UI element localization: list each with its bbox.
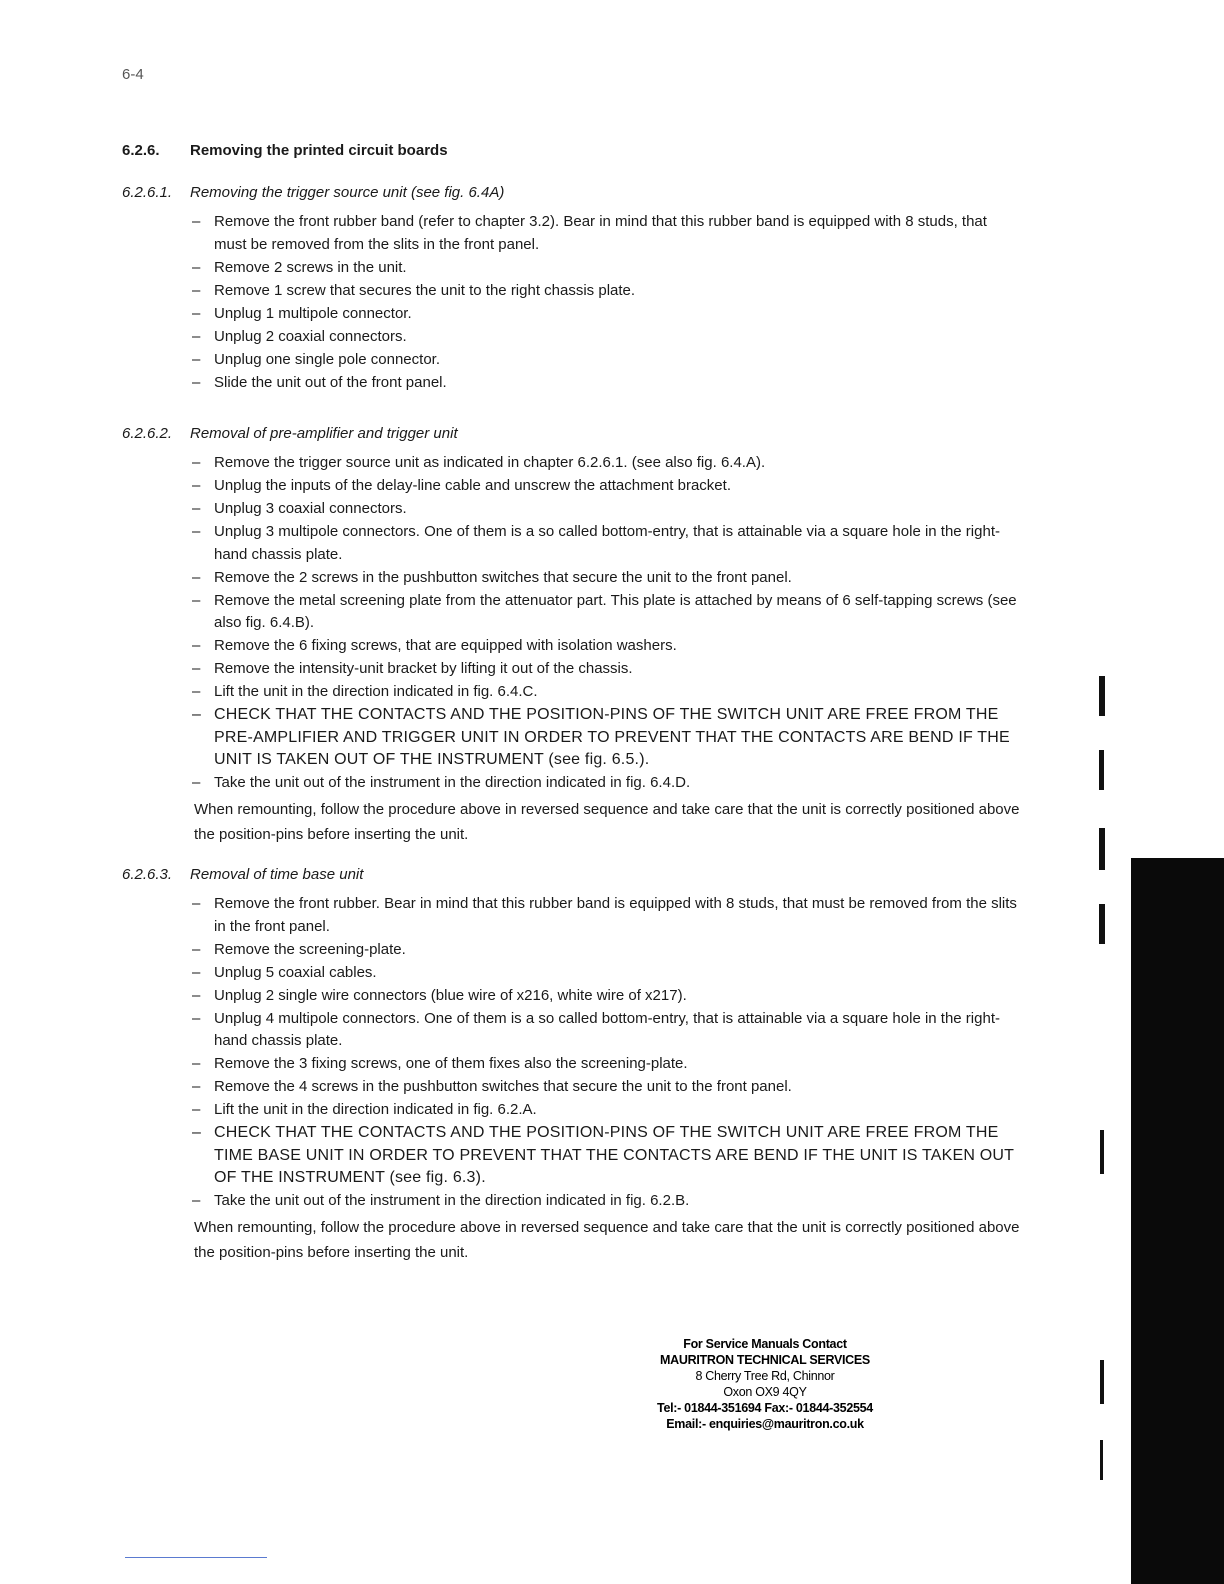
scan-edge-notch — [1131, 858, 1176, 886]
list-item — [190, 1099, 1022, 1122]
list-item — [190, 704, 1022, 772]
step-text: Unplug 5 coaxial cables. — [214, 963, 377, 981]
contact-company: MAURITRON TECHNICAL SERVICES — [660, 1353, 870, 1367]
step-text: Lift the unit in the direction indicated in fig. 6.2.A. — [214, 1101, 537, 1118]
step-text: Remove the 6 fixing screws, that are equipped with isolation washers. — [214, 637, 677, 654]
step-text: Slide the unit out of the front panel. — [214, 373, 447, 391]
list-item — [190, 257, 1022, 280]
dash-marker: – — [192, 637, 201, 654]
list-item — [190, 372, 1022, 395]
list-item — [190, 521, 1022, 566]
dash-marker: – — [192, 683, 201, 700]
list-item — [190, 1122, 1022, 1190]
step-text: Unplug 2 single wire connectors (blue wire of x216, white wire of x217). — [214, 986, 687, 1004]
step-text: Unplug the inputs of the delay-line cable and unscrew the attachment bracket. — [214, 477, 731, 494]
list-item — [190, 303, 1022, 326]
step-text: CHECK THAT THE CONTACTS AND THE POSITION-PINS OF THE SWITCH UNIT ARE FREE FROM THE PRE-AMPLIFIER AND TRIGGER UNIT IN ORDER TO PREVENT THAT THE CONTACTS ARE BEND IF THE UNIT IS TAKEN OUT OF THE INSTRUMENT (see fig. 6.5.). — [214, 706, 1010, 768]
list-item — [190, 475, 1022, 498]
step-text: Unplug 2 coaxial connectors. — [214, 327, 407, 345]
step-text: Remove the 4 screws in the pushbutton switches that secure the unit to the front panel. — [214, 1078, 792, 1095]
list-item — [190, 985, 1022, 1008]
dash-marker: – — [192, 213, 201, 230]
list-item — [190, 280, 1022, 303]
contact-postcode: Oxon OX9 4QY — [723, 1385, 807, 1399]
subsection-time-base — [122, 866, 1022, 1265]
dash-marker: – — [192, 1055, 201, 1072]
dash-marker: – — [192, 281, 201, 299]
subsection-heading: Removal of pre-amplifier and trigger unit — [190, 425, 458, 442]
step-text: Unplug 1 multipole connector. — [214, 304, 412, 322]
dash-marker: – — [192, 523, 201, 540]
step-text: Remove 2 screws in the unit. — [214, 258, 407, 276]
binding-hole-mark — [1099, 750, 1104, 790]
step-text: Lift the unit in the direction indicated in fig. 6.4.C. — [214, 683, 538, 700]
dash-marker: – — [192, 774, 201, 791]
step-text: Remove the 2 screws in the pushbutton switches that secure the unit to the front panel. — [214, 568, 792, 586]
dash-marker: – — [192, 895, 201, 912]
binding-hole-mark — [1099, 904, 1105, 944]
contact-line: For Service Manuals Contact — [683, 1337, 847, 1351]
step-text: Unplug 3 multipole connectors. One of them is a so called bottom-entry, that is attainable via a square hole in the right-hand chassis plate. — [214, 523, 1000, 563]
dash-marker: – — [192, 1078, 201, 1095]
list-item — [190, 452, 1022, 475]
dash-marker: – — [192, 373, 201, 391]
step-list — [190, 452, 1022, 795]
dash-marker: – — [192, 454, 201, 471]
step-text: Remove 1 screw that secures the unit to the right chassis plate. — [214, 281, 636, 299]
list-item — [190, 211, 1022, 256]
dash-marker: – — [192, 660, 201, 677]
dash-marker: – — [192, 591, 201, 609]
step-text: Remove the front rubber band (refer to chapter 3.2). Bear in mind that this rubber band is equipped with 8 studs, that must be removed from the slits in the front panel. — [214, 213, 987, 253]
list-item — [190, 326, 1022, 349]
step-text: Unplug 3 coaxial connectors. — [214, 500, 407, 517]
list-item — [190, 1190, 1022, 1213]
step-text: Unplug 4 multipole connectors. One of them is a so called bottom-entry, that is attainable via a square hole in the right-hand chassis plate. — [214, 1009, 1000, 1049]
subsection-number: 6.2.6.3. — [122, 866, 173, 883]
binding-hole-mark — [1099, 676, 1105, 716]
step-list — [190, 211, 1022, 394]
list-item — [190, 1008, 1022, 1053]
binding-hole-mark — [1099, 828, 1105, 870]
list-item — [190, 349, 1022, 372]
service-contact-stamp — [630, 1336, 900, 1432]
subsection-number: 6.2.6.1. — [122, 184, 173, 201]
remount-note: When remounting, follow the procedure above in reversed sequence and take care that the unit is correctly positioned above the position-pins before inserting the unit. — [194, 800, 1020, 843]
dash-marker: – — [192, 986, 201, 1004]
step-text: Remove the 3 fixing screws, one of them fixes also the screening-plate. — [214, 1055, 688, 1072]
step-text: Remove the screening-plate. — [214, 940, 406, 958]
binding-hole-mark — [1100, 1360, 1104, 1404]
subsection-number: 6.2.6.2. — [122, 425, 173, 442]
list-item — [190, 635, 1022, 658]
subsection-heading: Removing the trigger source unit (see fig. 6.4A) — [190, 184, 505, 201]
step-text: Remove the front rubber. Bear in mind that this rubber band is equipped with 8 studs, that must be removed from the slits in the front panel. — [214, 895, 1017, 935]
list-item — [190, 1053, 1022, 1076]
dash-marker: – — [192, 350, 201, 368]
dash-marker: – — [192, 940, 201, 958]
list-item — [190, 939, 1022, 962]
dash-marker: – — [192, 1192, 201, 1209]
binding-hole-mark — [1100, 1440, 1103, 1480]
list-item — [190, 498, 1022, 521]
step-text: Remove the trigger source unit as indicated in chapter 6.2.6.1. (see also fig. 6.4.A). — [214, 454, 766, 471]
contact-email: Email:- enquiries@mauritron.co.uk — [666, 1417, 864, 1431]
step-list — [190, 893, 1022, 1213]
page-number: 6-4 — [122, 66, 144, 83]
dash-marker: – — [192, 1009, 201, 1027]
binding-hole-mark — [1100, 1130, 1104, 1174]
list-item — [190, 590, 1022, 635]
section-heading — [122, 142, 448, 159]
scan-edge-shadow — [1131, 858, 1224, 1584]
dash-marker: – — [192, 1124, 202, 1141]
subsection-heading: Removal of time base unit — [190, 866, 364, 883]
dash-marker: – — [192, 477, 201, 494]
step-text: Take the unit out of the instrument in the direction indicated in fig. 6.2.B. — [214, 1192, 690, 1209]
list-item — [190, 893, 1022, 938]
subsection-title — [122, 425, 1022, 442]
contact-address: 8 Cherry Tree Rd, Chinnor — [695, 1369, 835, 1383]
dash-marker: – — [192, 304, 201, 322]
step-text: CHECK THAT THE CONTACTS AND THE POSITION-PINS OF THE SWITCH UNIT ARE FREE FROM THE TIME BASE UNIT IN ORDER TO PREVENT THAT THE CONTACTS ARE BEND IF THE UNIT IS TAKEN OUT OF THE INSTRUMENT (see fig. 6.3). — [214, 1124, 1014, 1186]
list-item — [190, 567, 1022, 590]
dash-marker: – — [192, 706, 202, 723]
dash-marker: – — [192, 963, 201, 981]
dash-marker: – — [192, 258, 201, 276]
dash-marker: – — [192, 568, 201, 586]
footnote-rule — [125, 1557, 267, 1558]
section-title: Removing the printed circuit boards — [190, 142, 448, 159]
step-text: Take the unit out of the instrument in the direction indicated in fig. 6.4.D. — [214, 774, 691, 791]
step-text: Remove the metal screening plate from the attenuator part. This plate is attached by means of 6 self-tapping screws (see also fig. 6.4.B). — [214, 591, 1017, 631]
subsection-title — [122, 866, 1022, 883]
dash-marker: – — [192, 327, 201, 345]
step-text: Remove the intensity-unit bracket by lifting it out of the chassis. — [214, 660, 633, 677]
list-item — [190, 962, 1022, 985]
list-item — [190, 658, 1022, 681]
remount-note: When remounting, follow the procedure above in reversed sequence and take care that the unit is correctly positioned above the position-pins before inserting the unit. — [194, 1218, 1020, 1261]
section-number: 6.2.6. — [122, 142, 160, 159]
step-text: Unplug one single pole connector. — [214, 350, 440, 368]
dash-marker: – — [192, 500, 201, 517]
contact-phone: Tel:- 01844-351694 Fax:- 01844-352554 — [657, 1401, 873, 1415]
dash-marker: – — [192, 1101, 201, 1118]
subsection-trigger-source — [122, 184, 1022, 395]
subsection-preamp-trigger — [122, 425, 1022, 847]
subsection-title — [122, 184, 1022, 201]
list-item — [190, 772, 1022, 795]
list-item — [190, 681, 1022, 704]
list-item — [190, 1076, 1022, 1099]
